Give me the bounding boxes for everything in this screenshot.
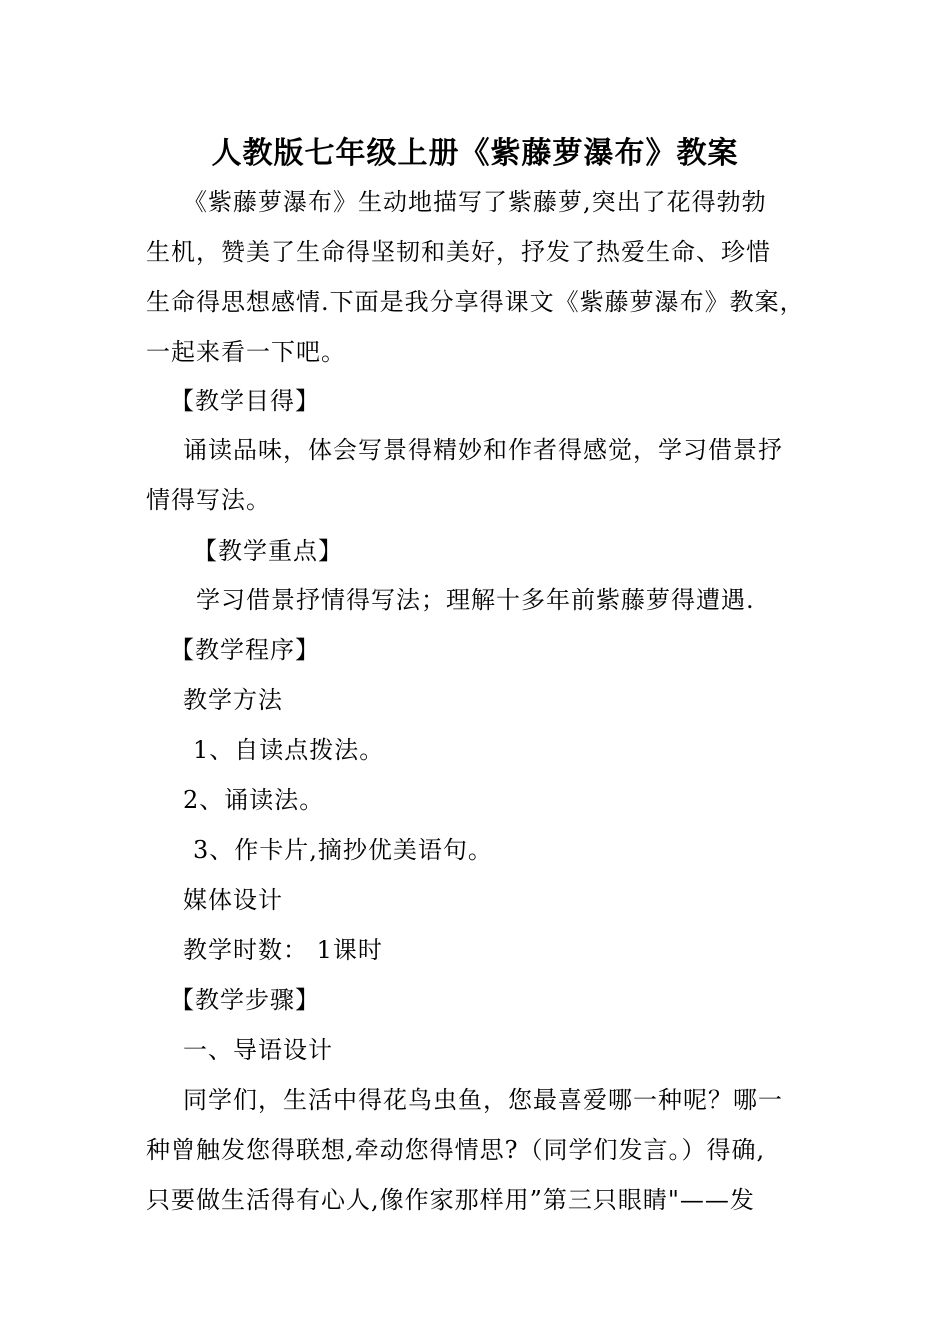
step-1-line-2: 种曾触发您得联想,牵动您得情思?（同学们发言。）得确,	[146, 1136, 766, 1164]
paragraph-intro-line-2: 生机，赞美了生命得坚韧和美好，抒发了热爱生命、珍惜	[146, 238, 771, 266]
section-heading-procedure: 【教学程序】	[170, 636, 320, 664]
objectives-line-2: 情得写法。	[146, 486, 271, 514]
paragraph-intro-line-1: 《紫藤萝瀑布》生动地描写了紫藤萝,突出了花得勃勃	[183, 188, 767, 216]
paragraph-intro-line-4: 一起来看一下吧。	[146, 338, 346, 366]
step-1-line-3: 只要做生活得有心人,像作家那样用”第三只眼睛"——发	[146, 1186, 755, 1214]
document-title: 人教版七年级上册《紫藤萝瀑布》教案	[211, 136, 739, 171]
section-heading-steps: 【教学步骤】	[170, 986, 320, 1014]
method-item-1: 1、自读点拨法。	[193, 736, 385, 764]
section-heading-key-points: 【教学重点】	[193, 537, 343, 565]
method-item-3: 3、作卡片,摘抄优美语句。	[193, 836, 493, 864]
key-points-line: 学习借景抒情得写法；理解十多年前紫藤萝得遭遇.	[196, 586, 755, 614]
media-design-label: 媒体设计	[183, 886, 283, 914]
step-1-heading: 一、导语设计	[183, 1036, 333, 1064]
step-1-line-1: 同学们，生活中得花鸟虫鱼，您最喜爱哪一种呢？哪一	[183, 1086, 783, 1114]
class-hours-label: 教学时数： 1课时	[183, 936, 383, 964]
section-heading-objectives: 【教学目得】	[170, 387, 320, 415]
paragraph-intro-line-3: 生命得思想感情.下面是我分享得课文《紫藤萝瀑布》教案，	[146, 288, 805, 316]
objectives-line-1: 诵读品味，体会写景得精妙和作者得感觉，学习借景抒	[183, 436, 783, 464]
teaching-methods-label: 教学方法	[183, 686, 283, 714]
method-item-2: 2、诵读法。	[183, 786, 325, 814]
